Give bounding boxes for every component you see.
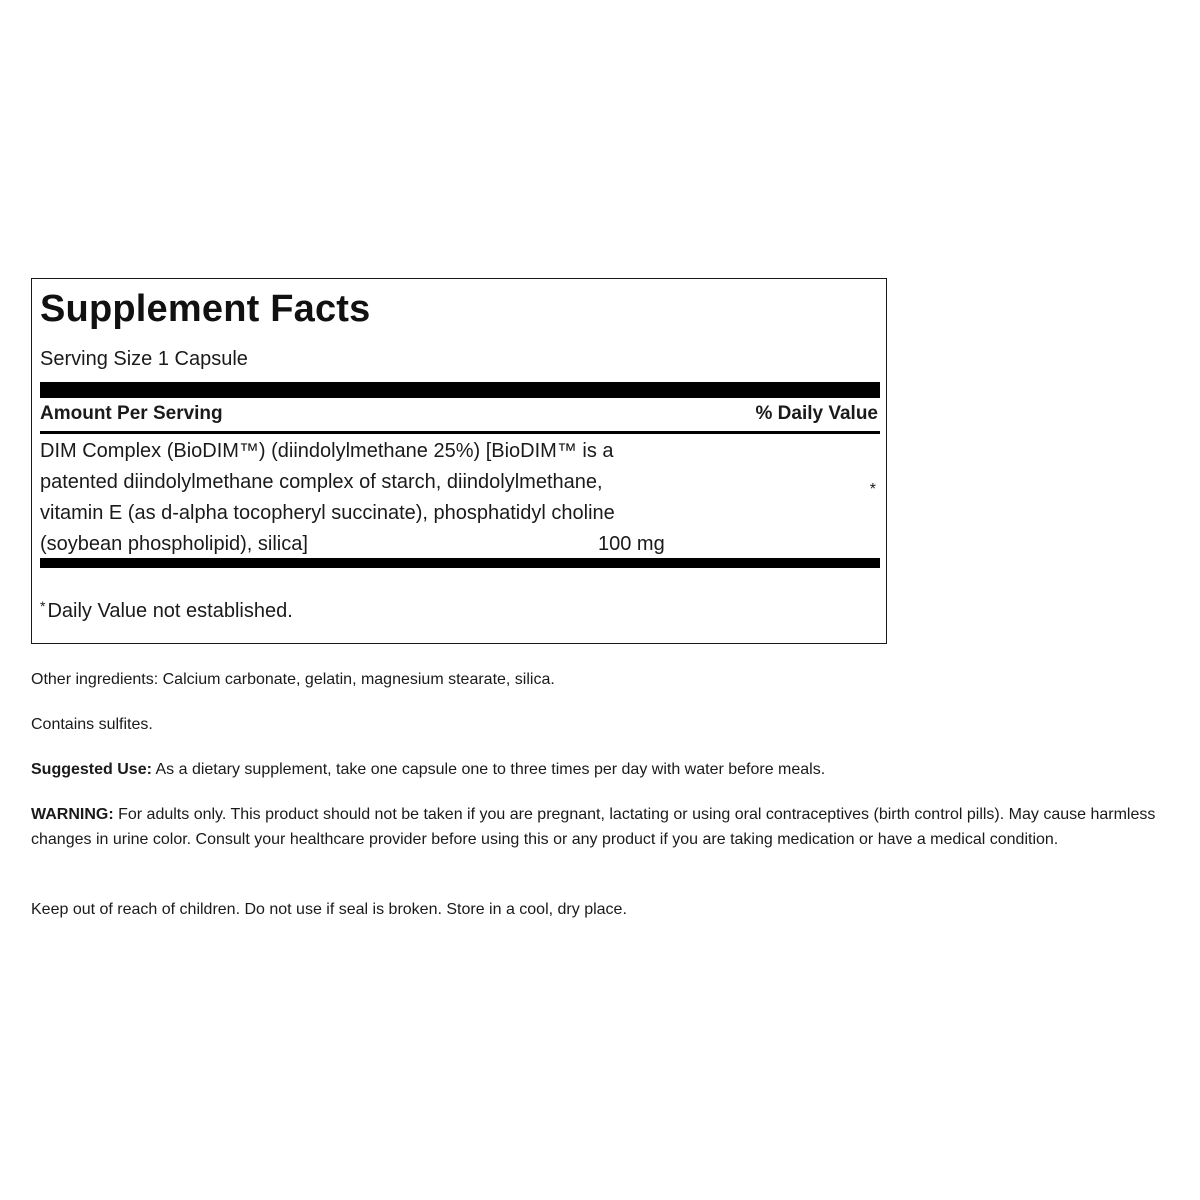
ingredient-line: DIM Complex (BioDIM™) (diindolylmethane 25%) [BioDIM™ is a [40, 440, 614, 462]
facts-title: Supplement Facts [40, 288, 371, 330]
serving-size: Serving Size 1 Capsule [40, 348, 248, 370]
divider-thick-bottom [40, 558, 880, 568]
ingredient-line: vitamin E (as d-alpha tocopheryl succinate), phosphatidyl choline [40, 502, 615, 524]
amount-per-serving-header: Amount Per Serving [40, 403, 223, 424]
footnote-mark: * [40, 598, 46, 614]
ingredient-daily-value: * [869, 481, 876, 498]
footnote-text: Daily Value not established. [47, 600, 293, 622]
other-ingredients: Other ingredients: Calcium carbonate, gelatin, magnesium stearate, silica. [31, 671, 555, 688]
warning [31, 802, 1171, 852]
storage-note: Keep out of reach of children. Do not use if seal is broken. Store in a cool, dry place. [31, 901, 627, 918]
daily-value-header: % Daily Value [755, 403, 878, 424]
divider-thick-top [40, 382, 880, 398]
divider-thin [40, 431, 880, 434]
suggested-use [31, 757, 1171, 782]
suggested-use-text: As a dietary supplement, take one capsule one to three times per day with water before meals. [151, 761, 826, 778]
ingredient-description [40, 436, 680, 560]
suggested-use-label: Suggested Use: [31, 761, 152, 778]
warning-text: For adults only. This product should not be taken if you are pregnant, lactating or using oral contraceptives (birth control pills). May cause harmless changes in urine color. Consult your healthcare provider before using this or any product if you are taking medication or have a medical condition. [31, 806, 1156, 848]
daily-value-footnote [40, 593, 293, 624]
ingredient-amount: 100 mg [598, 533, 665, 555]
warning-label: WARNING: [31, 806, 114, 823]
ingredient-line: patented diindolylmethane complex of starch, diindolylmethane, [40, 471, 603, 493]
supplement-facts-panel [31, 278, 887, 644]
contains-note: Contains sulfites. [31, 716, 153, 733]
ingredient-line: (soybean phospholipid), silica] [40, 533, 308, 555]
